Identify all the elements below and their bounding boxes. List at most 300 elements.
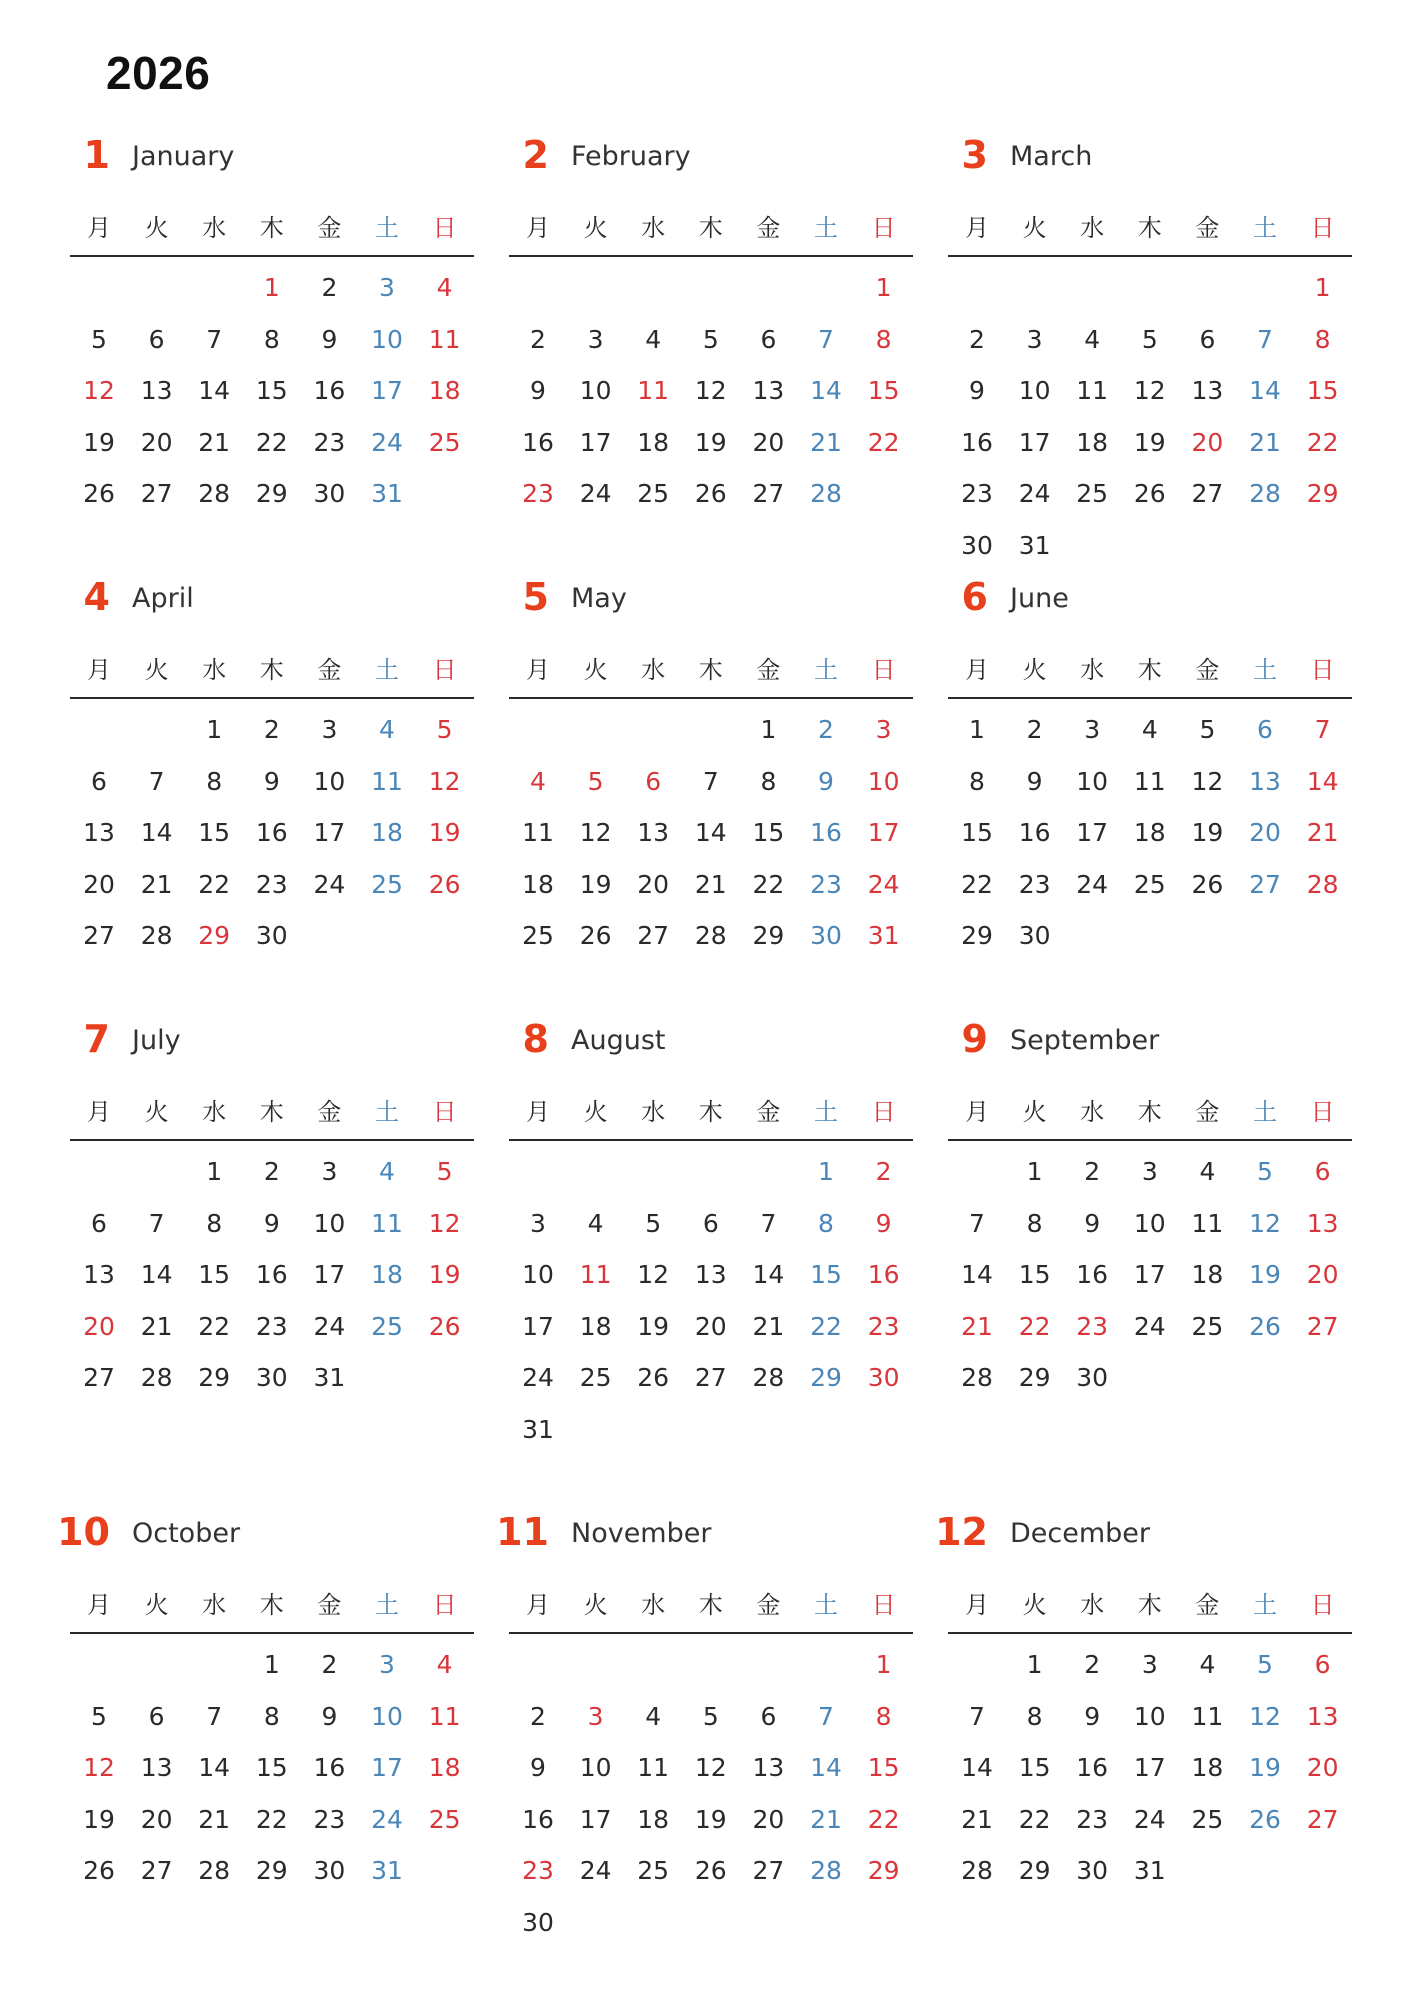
- weekday-label: 火: [583, 656, 608, 684]
- day-cell: 17: [579, 427, 612, 457]
- day-cell: 2: [969, 324, 985, 354]
- day-cell: 18: [428, 1753, 461, 1782]
- weekday-label: 木: [698, 214, 723, 242]
- weekday-label: 木: [259, 214, 284, 242]
- day-cell: 6: [760, 1701, 777, 1731]
- day-cell: 4: [1084, 324, 1101, 354]
- day-cell: 16: [961, 427, 993, 457]
- day-cell: 21: [140, 1311, 173, 1341]
- month-name: December: [1010, 1518, 1151, 1549]
- weekday-label: 日: [871, 1098, 896, 1126]
- month-number: 4: [83, 575, 110, 619]
- day-cell: 5: [1141, 324, 1158, 354]
- weekday-label: 木: [1137, 1591, 1162, 1619]
- weekday-label: 日: [871, 1591, 896, 1619]
- weekday-label: 日: [1310, 1591, 1335, 1619]
- weekday-label: 土: [814, 1591, 838, 1619]
- month-header: [70, 130, 474, 180]
- day-cell: 26: [1191, 869, 1224, 899]
- day-cell: 15: [1306, 376, 1339, 405]
- day-cell: 4: [645, 324, 662, 354]
- day-cell: 26: [694, 1856, 727, 1885]
- weekday-label: 木: [1137, 214, 1162, 242]
- day-cell: 18: [371, 1260, 403, 1289]
- day-cell: 26: [428, 869, 461, 899]
- weekday-label: 月: [87, 214, 111, 242]
- day-cell: 8: [206, 766, 223, 796]
- day-cell: 3: [321, 715, 338, 744]
- month-name: October: [132, 1518, 241, 1549]
- day-cell: 22: [1306, 427, 1339, 457]
- day-cell: 24: [1018, 479, 1051, 508]
- day-cell: 16: [522, 1804, 554, 1834]
- day-cell: 4: [530, 766, 546, 796]
- day-cell: 30: [1076, 1363, 1109, 1392]
- day-cell: 14: [810, 376, 842, 405]
- day-cell: 16: [255, 818, 288, 847]
- day-cell: 11: [1191, 1701, 1224, 1731]
- day-cell: 9: [818, 766, 834, 796]
- day-cell: 19: [694, 1804, 727, 1834]
- day-cell: 13: [1249, 766, 1281, 796]
- day-cell: 9: [1026, 766, 1043, 796]
- weekday-label: 月: [965, 656, 989, 684]
- day-cell: 14: [694, 818, 727, 847]
- day-cell: 23: [1018, 869, 1051, 899]
- day-cell: 12: [83, 1753, 115, 1782]
- weekday-label: 日: [432, 1591, 457, 1619]
- day-cell: 28: [810, 479, 842, 508]
- day-cell: 9: [263, 1208, 280, 1238]
- month-header: [70, 572, 474, 622]
- day-cell: 18: [637, 1804, 670, 1834]
- day-cell: 30: [255, 1363, 288, 1392]
- day-cell: 19: [1249, 1753, 1281, 1782]
- day-cell: 26: [1133, 479, 1166, 508]
- day-cell: 15: [198, 818, 231, 847]
- day-cell: 12: [428, 766, 461, 796]
- month-header: [509, 130, 913, 180]
- day-cell: 7: [760, 1208, 777, 1238]
- day-cell: 13: [140, 376, 173, 405]
- day-cell: 1: [875, 273, 892, 302]
- day-cell: 11: [1076, 376, 1109, 405]
- month-header: [509, 572, 913, 622]
- day-cell: 1: [969, 715, 985, 744]
- day-cell: 5: [645, 1208, 662, 1238]
- day-cell: 6: [1257, 715, 1273, 744]
- day-cell: 16: [867, 1260, 900, 1289]
- day-cell: 21: [810, 427, 842, 457]
- month-name: July: [132, 1025, 181, 1056]
- day-cell: 23: [810, 869, 842, 899]
- day-cell: 7: [148, 1208, 165, 1238]
- day-cell: 11: [371, 1208, 403, 1238]
- day-cell: 11: [1191, 1208, 1224, 1238]
- weekday-header-row: [70, 1090, 474, 1134]
- day-cell: 26: [637, 1363, 670, 1392]
- weekday-label: 水: [1080, 656, 1105, 684]
- weekday-label: 日: [1310, 1098, 1335, 1126]
- day-cell: 18: [1191, 1260, 1224, 1289]
- day-cell: 16: [1018, 818, 1051, 847]
- month-name: June: [1010, 583, 1069, 614]
- day-cell: 13: [1306, 1208, 1339, 1238]
- weekday-label: 水: [202, 1591, 227, 1619]
- day-cell: 15: [255, 1753, 288, 1782]
- weekday-label: 水: [1080, 214, 1105, 242]
- day-cell: 16: [522, 427, 554, 457]
- day-cell: 17: [867, 818, 900, 847]
- day-cell: 18: [522, 869, 554, 899]
- weekday-label: 水: [641, 214, 666, 242]
- month-number: 8: [522, 1017, 549, 1061]
- day-cell: 14: [1306, 766, 1339, 796]
- day-cell: 29: [867, 1856, 900, 1885]
- month-number: 2: [522, 133, 549, 177]
- day-cell: 20: [140, 1804, 173, 1834]
- day-cell: 15: [752, 818, 785, 847]
- day-cell: 11: [428, 324, 461, 354]
- day-cell: 15: [867, 1753, 900, 1782]
- weekday-header-row: [70, 1583, 474, 1627]
- day-cell: 12: [637, 1260, 670, 1289]
- day-cell: 27: [1306, 1804, 1339, 1834]
- day-cell: 9: [321, 324, 338, 354]
- day-cell: 30: [810, 921, 842, 950]
- day-cell: 12: [1249, 1208, 1281, 1238]
- day-cell: 18: [1133, 818, 1166, 847]
- weekday-label: 土: [375, 214, 399, 242]
- day-cell: 24: [313, 869, 346, 899]
- day-cell: 27: [83, 921, 115, 950]
- day-cell: 18: [579, 1311, 612, 1341]
- year-title: 2026: [106, 47, 211, 99]
- month-number: 1: [83, 133, 110, 177]
- day-cell: 31: [313, 1363, 346, 1392]
- day-cell: 17: [1133, 1753, 1166, 1782]
- day-cell: 23: [522, 1856, 554, 1885]
- day-cell: 18: [1076, 427, 1109, 457]
- day-cell: 8: [1026, 1208, 1043, 1238]
- weekday-label: 月: [965, 214, 989, 242]
- day-cell: 31: [371, 479, 403, 508]
- day-cell: 5: [702, 1701, 719, 1731]
- weekday-label: 金: [1195, 656, 1220, 684]
- month-header: [948, 572, 1352, 622]
- day-cell: 26: [694, 479, 727, 508]
- day-cell: 7: [148, 766, 165, 796]
- day-cell: 28: [1306, 869, 1339, 899]
- day-cell: 17: [371, 1753, 403, 1782]
- day-cell: 21: [810, 1804, 842, 1834]
- day-cell: 20: [1306, 1260, 1339, 1289]
- day-cell: 28: [810, 1856, 842, 1885]
- day-cell: 12: [83, 376, 115, 405]
- day-cell: 17: [1133, 1260, 1166, 1289]
- weekday-label: 月: [965, 1098, 989, 1126]
- day-cell: 11: [1133, 766, 1166, 796]
- day-cell: 9: [263, 766, 280, 796]
- day-cell: 21: [694, 869, 727, 899]
- day-cell: 13: [752, 376, 785, 405]
- day-cell: 30: [313, 1856, 346, 1885]
- day-cell: 5: [1257, 1650, 1273, 1679]
- day-cell: 15: [867, 376, 900, 405]
- weekday-label: 水: [1080, 1591, 1105, 1619]
- day-cell: 10: [579, 1753, 612, 1782]
- day-cell: 6: [760, 324, 777, 354]
- day-cell: 8: [875, 1701, 892, 1731]
- weekday-header-row: [509, 1583, 913, 1627]
- weekday-label: 土: [375, 656, 399, 684]
- day-cell: 2: [263, 715, 280, 744]
- day-cell: 3: [1141, 1650, 1158, 1679]
- day-cell: 21: [961, 1311, 993, 1341]
- day-cell: 23: [313, 1804, 346, 1834]
- day-cell: 13: [83, 818, 115, 847]
- month-name: September: [1010, 1025, 1160, 1056]
- day-cell: 1: [875, 1650, 892, 1679]
- day-cell: 17: [313, 1260, 346, 1289]
- weekday-label: 金: [756, 656, 781, 684]
- header-divider: [70, 697, 474, 699]
- day-cell: 24: [579, 1856, 612, 1885]
- header-divider: [70, 255, 474, 257]
- header-divider: [948, 1632, 1352, 1634]
- day-cell: 5: [91, 1701, 107, 1731]
- day-cell: 10: [313, 1208, 346, 1238]
- day-cell: 6: [645, 766, 662, 796]
- weekday-label: 木: [259, 656, 284, 684]
- weekday-label: 水: [641, 1098, 666, 1126]
- day-cell: 24: [1133, 1311, 1166, 1341]
- day-cell: 2: [875, 1157, 892, 1186]
- day-cell: 30: [255, 921, 288, 950]
- weekday-header-row: [509, 206, 913, 250]
- day-cell: 4: [379, 715, 395, 744]
- weekday-label: 日: [1310, 214, 1335, 242]
- day-cell: 2: [1026, 715, 1043, 744]
- day-cell: 17: [313, 818, 346, 847]
- month-number: 3: [961, 133, 988, 177]
- weekday-header-row: [948, 648, 1352, 692]
- day-cell: 3: [321, 1157, 338, 1186]
- day-cell: 22: [1018, 1804, 1051, 1834]
- day-cell: 4: [1141, 715, 1158, 744]
- day-cell: 19: [1133, 427, 1166, 457]
- weekday-label: 土: [814, 1098, 838, 1126]
- day-cell: 24: [371, 427, 403, 457]
- day-cell: 28: [961, 1363, 993, 1392]
- day-cell: 20: [752, 1804, 785, 1834]
- day-cell: 10: [371, 324, 403, 354]
- day-cell: 1: [760, 715, 777, 744]
- day-cell: 27: [637, 921, 670, 950]
- day-cell: 6: [1314, 1650, 1331, 1679]
- day-cell: 27: [83, 1363, 115, 1392]
- weekday-label: 月: [87, 1098, 111, 1126]
- day-cell: 19: [1191, 818, 1224, 847]
- day-cell: 4: [436, 1650, 453, 1679]
- day-cell: 14: [961, 1260, 993, 1289]
- day-cell: 19: [694, 427, 727, 457]
- weekday-label: 水: [641, 656, 666, 684]
- day-cell: 13: [140, 1753, 173, 1782]
- day-cell: 6: [702, 1208, 719, 1238]
- month-number: 7: [83, 1017, 110, 1061]
- weekday-label: 日: [432, 214, 457, 242]
- month-number: 6: [961, 575, 988, 619]
- day-cell: 5: [587, 766, 604, 796]
- weekday-label: 土: [1253, 1591, 1277, 1619]
- day-cell: 28: [198, 1856, 231, 1885]
- day-cell: 7: [1314, 715, 1331, 744]
- day-cell: 11: [637, 1753, 670, 1782]
- weekday-label: 火: [1022, 1591, 1047, 1619]
- day-cell: 22: [198, 869, 231, 899]
- weekday-label: 日: [871, 214, 896, 242]
- header-divider: [948, 255, 1352, 257]
- day-cell: 11: [522, 818, 554, 847]
- day-cell: 10: [1076, 766, 1109, 796]
- day-cell: 19: [1249, 1260, 1281, 1289]
- month-number: 10: [57, 1510, 110, 1554]
- day-cell: 17: [371, 376, 403, 405]
- weekday-label: 金: [1195, 214, 1220, 242]
- day-cell: 18: [1191, 1753, 1224, 1782]
- day-cell: 12: [579, 818, 612, 847]
- day-cell: 7: [702, 766, 719, 796]
- day-cell: 29: [1018, 1856, 1051, 1885]
- weekday-label: 金: [756, 1098, 781, 1126]
- day-cell: 8: [206, 1208, 223, 1238]
- day-cell: 24: [313, 1311, 346, 1341]
- day-cell: 20: [83, 869, 115, 899]
- weekday-label: 木: [1137, 656, 1162, 684]
- month-name: February: [571, 141, 691, 172]
- day-cell: 14: [198, 1753, 231, 1782]
- day-cell: 20: [1306, 1753, 1339, 1782]
- day-cell: 20: [637, 869, 670, 899]
- day-cell: 14: [961, 1753, 993, 1782]
- day-cell: 29: [255, 1856, 288, 1885]
- weekday-label: 土: [375, 1591, 399, 1619]
- day-cell: 31: [1133, 1856, 1166, 1885]
- month-header: [70, 1014, 474, 1064]
- day-cell: 21: [752, 1311, 785, 1341]
- day-cell: 5: [91, 324, 107, 354]
- day-cell: 25: [579, 1363, 612, 1392]
- day-cell: 10: [1133, 1701, 1166, 1731]
- day-cell: 13: [637, 818, 670, 847]
- header-divider: [509, 1632, 913, 1634]
- day-cell: 25: [522, 921, 554, 950]
- day-cell: 30: [867, 1363, 900, 1392]
- month-name: January: [132, 141, 235, 172]
- day-cell: 15: [198, 1260, 231, 1289]
- day-cell: 8: [263, 1701, 280, 1731]
- day-cell: 2: [321, 273, 338, 302]
- day-cell: 4: [436, 273, 453, 302]
- day-cell: 16: [313, 376, 346, 405]
- day-cell: 2: [1084, 1650, 1101, 1679]
- day-cell: 19: [637, 1311, 670, 1341]
- weekday-label: 土: [814, 214, 838, 242]
- day-cell: 6: [148, 324, 165, 354]
- day-cell: 26: [428, 1311, 461, 1341]
- day-cell: 29: [198, 1363, 231, 1392]
- day-cell: 13: [83, 1260, 115, 1289]
- day-cell: 22: [867, 427, 900, 457]
- weekday-label: 木: [259, 1591, 284, 1619]
- weekday-label: 水: [202, 1098, 227, 1126]
- day-cell: 22: [961, 869, 993, 899]
- day-cell: 21: [140, 869, 173, 899]
- weekday-label: 月: [87, 1591, 111, 1619]
- weekday-label: 金: [317, 1098, 342, 1126]
- day-cell: 14: [810, 1753, 842, 1782]
- day-cell: 21: [1249, 427, 1281, 457]
- header-divider: [948, 1139, 1352, 1141]
- day-cell: 6: [91, 1208, 107, 1238]
- day-cell: 19: [83, 427, 115, 457]
- day-cell: 28: [198, 479, 231, 508]
- day-cell: 28: [140, 1363, 173, 1392]
- header-divider: [509, 1139, 913, 1141]
- day-cell: 27: [140, 1856, 173, 1885]
- day-cell: 31: [371, 1856, 403, 1885]
- month-number: 5: [522, 575, 549, 619]
- day-cell: 23: [867, 1311, 900, 1341]
- header-divider: [948, 697, 1352, 699]
- day-cell: 26: [83, 1856, 115, 1885]
- day-cell: 23: [313, 427, 346, 457]
- day-cell: 23: [255, 869, 288, 899]
- weekday-header-row: [948, 1090, 1352, 1134]
- header-divider: [509, 697, 913, 699]
- day-cell: 16: [1076, 1260, 1109, 1289]
- day-cell: 30: [961, 530, 993, 560]
- weekday-label: 日: [432, 656, 457, 684]
- day-cell: 17: [1076, 818, 1109, 847]
- day-cell: 22: [198, 1311, 231, 1341]
- day-cell: 25: [428, 1804, 461, 1834]
- day-cell: 30: [522, 1907, 554, 1937]
- day-cell: 12: [1133, 376, 1166, 405]
- day-cell: 5: [436, 715, 453, 744]
- day-cell: 13: [1306, 1701, 1339, 1731]
- weekday-label: 木: [1137, 1098, 1162, 1126]
- day-cell: 23: [1076, 1311, 1109, 1341]
- day-cell: 6: [1314, 1157, 1331, 1186]
- day-cell: 18: [428, 376, 461, 405]
- day-cell: 21: [1306, 818, 1339, 847]
- weekday-label: 火: [144, 214, 169, 242]
- day-cell: 29: [752, 921, 785, 950]
- day-cell: 10: [1018, 376, 1051, 405]
- day-cell: 15: [1018, 1260, 1051, 1289]
- day-cell: 4: [587, 1208, 604, 1238]
- day-cell: 5: [1199, 715, 1216, 744]
- day-cell: 5: [1257, 1157, 1273, 1186]
- weekday-label: 金: [317, 1591, 342, 1619]
- day-cell: 14: [198, 376, 231, 405]
- day-cell: 22: [810, 1311, 842, 1341]
- day-cell: 6: [91, 766, 107, 796]
- day-cell: 25: [1076, 479, 1109, 508]
- weekday-label: 土: [1253, 656, 1277, 684]
